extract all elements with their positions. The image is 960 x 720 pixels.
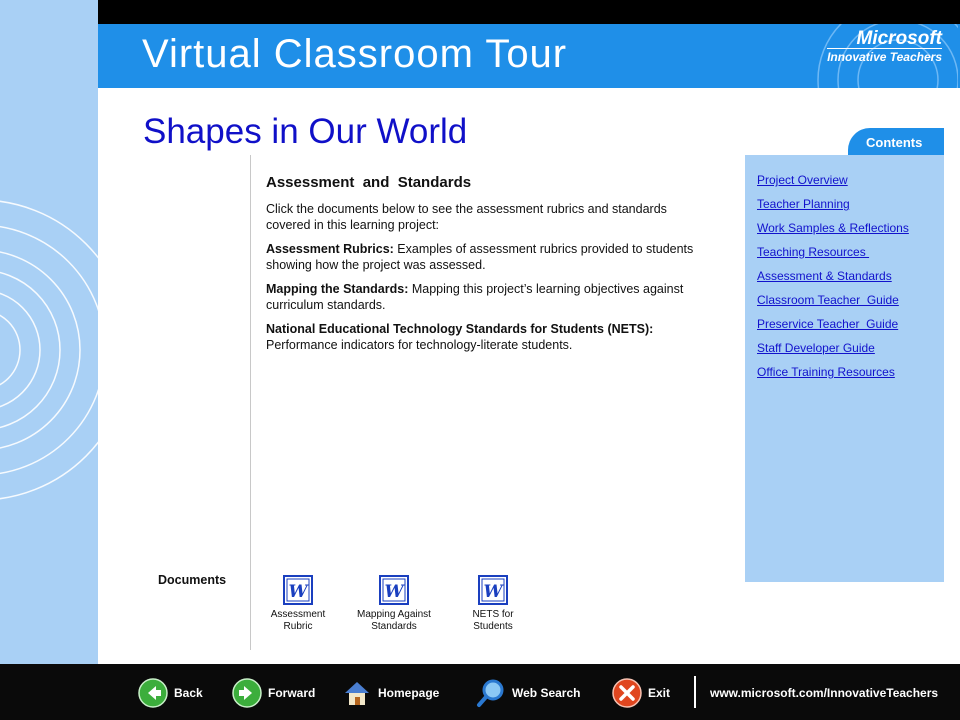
logo-subtitle: Innovative Teachers — [827, 50, 942, 64]
mapping-standards-paragraph — [266, 281, 698, 313]
top-black-bar — [98, 0, 960, 24]
document-nets-for-students[interactable] — [445, 575, 541, 633]
page-title: Shapes in Our World — [143, 112, 468, 151]
exit-button[interactable] — [612, 676, 670, 710]
back-label: Back — [174, 686, 203, 700]
web-search-label: Web Search — [512, 686, 581, 700]
footer-divider — [694, 676, 696, 708]
section-title: Assessment and Standards — [266, 174, 472, 191]
nav-link-work-samples[interactable]: Work Samples & Reflections — [757, 221, 909, 235]
exit-label: Exit — [648, 686, 671, 700]
paragraph-term: Mapping the Standards: — [266, 282, 409, 296]
nav-link-teacher-planning[interactable]: Teacher Planning — [757, 197, 850, 211]
nav-link-office-training-resources[interactable]: Office Training Resources — [757, 365, 895, 379]
header-banner — [98, 24, 960, 88]
document-label-line2: Standards — [371, 621, 417, 632]
bottom-white-gap — [98, 650, 960, 664]
contents-tab: Contents — [848, 128, 944, 155]
nav-link-project-overview[interactable]: Project Overview — [757, 173, 848, 187]
forward-label: Forward — [268, 686, 316, 700]
document-label-line1: Mapping Against — [357, 609, 431, 620]
footer-url-link[interactable]: www.microsoft.com/InnovativeTeachers — [710, 686, 939, 700]
nav-link-assessment-standards[interactable]: Assessment & Standards — [757, 269, 892, 283]
left-decorative-strip — [0, 0, 98, 720]
documents-label: Documents — [158, 573, 227, 587]
back-button[interactable] — [138, 676, 203, 710]
homepage-button[interactable] — [342, 676, 439, 710]
contents-panel — [745, 155, 944, 582]
back-arrow-icon — [138, 678, 168, 708]
header-title: Virtual Classroom Tour — [142, 32, 568, 76]
nav-link-staff-developer-guide[interactable]: Staff Developer Guide — [757, 341, 875, 355]
paragraph-term: National Educational Technology Standards for Students (NETS): — [266, 322, 654, 336]
paragraph-term: Assessment Rubrics: — [266, 242, 394, 256]
nav-link-classroom-teacher-guide[interactable]: Classroom Teacher Guide — [757, 293, 899, 307]
concentric-circles-decoration — [0, 0, 98, 720]
svg-text:W: W — [288, 582, 308, 602]
document-assessment-rubric[interactable] — [250, 575, 346, 633]
homepage-label: Homepage — [378, 686, 440, 700]
nets-paragraph — [266, 321, 698, 353]
svg-text:W: W — [384, 582, 404, 602]
forward-button[interactable] — [232, 676, 315, 710]
document-mapping-against-standards[interactable] — [346, 575, 442, 633]
paragraph-text: Examples of assessment rubrics provided to students showing how the project was assessed. — [266, 242, 694, 272]
logo-brand: Microsoft — [856, 28, 942, 49]
document-label-line2: Rubric — [283, 621, 313, 632]
forward-arrow-icon — [232, 678, 262, 708]
home-icon — [342, 678, 372, 708]
document-label-line1: NETS for — [472, 609, 514, 620]
paragraph-text: Performance indicators for technology-literate students. — [266, 338, 573, 352]
magnifier-icon — [476, 678, 506, 708]
microsoft-innovative-teachers-logo — [827, 28, 942, 64]
paragraph-text: Mapping this project’s learning objectives against curriculum standards. — [266, 282, 684, 312]
exit-x-icon — [612, 678, 642, 708]
web-search-button[interactable] — [476, 676, 580, 710]
nav-link-preservice-teacher-guide[interactable]: Preservice Teacher Guide — [757, 317, 899, 331]
assessment-rubrics-paragraph — [266, 241, 698, 273]
document-label-line2: Students — [473, 621, 513, 632]
word-document-icon — [379, 575, 409, 605]
intro-paragraph: Click the documents below to see the assessment rubrics and standards covered in this learning project: — [266, 202, 667, 232]
word-document-icon — [478, 575, 508, 605]
main-content — [266, 174, 698, 361]
word-document-icon — [283, 575, 313, 605]
nav-link-teaching-resources[interactable]: Teaching Resources — [757, 245, 870, 259]
document-label-line1: Assessment — [270, 609, 326, 620]
svg-text:W: W — [483, 582, 503, 602]
